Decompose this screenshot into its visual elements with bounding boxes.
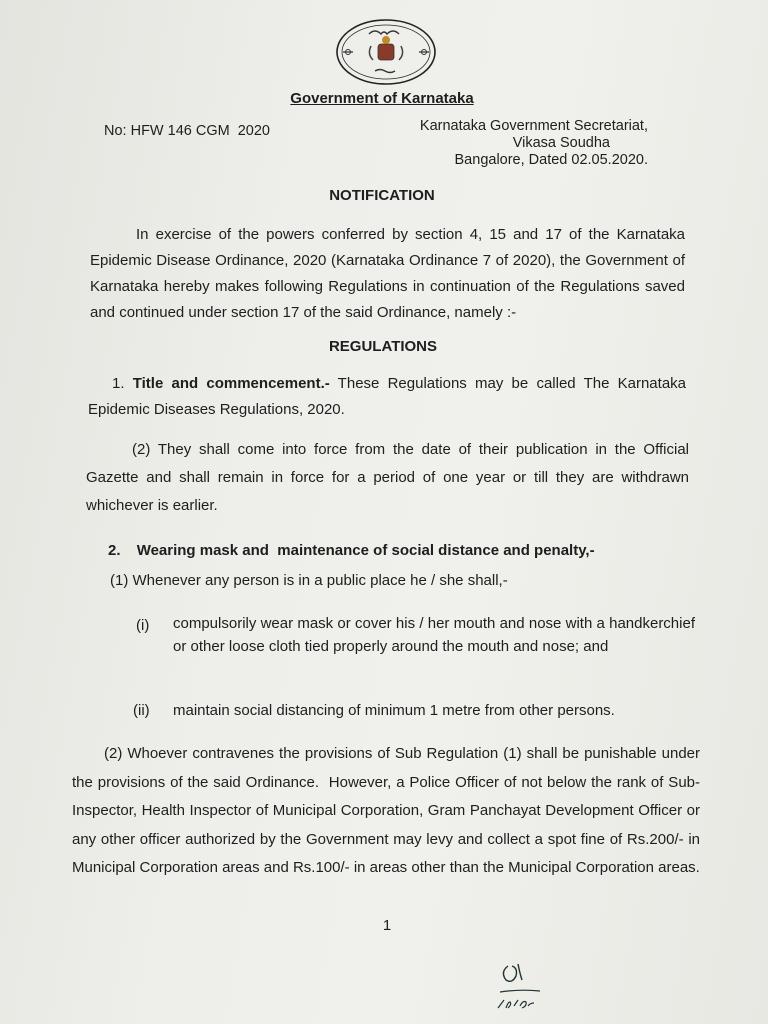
- preamble-text: In exercise of the powers conferred by section 4, 15 and 17 of the Karnataka Epidemic Disease Ordinance, 2020 (Karnataka Ordinance 7 of 2020), the Government of Karnataka hereby makes following Regulations in continuation of the Regulations saved and continued under section 17 of the said Ordinance, namely :-: [90, 226, 685, 321]
- item-i-text: compulsorily wear mask or cover his / her mouth and nose with a handkerchief or other loose cloth tied properly around the mouth and nose; and: [173, 615, 695, 655]
- item-ii-text: maintain social distancing of minimum 1 metre from other persons.: [173, 702, 615, 719]
- section-1-number: 1.: [112, 375, 125, 392]
- address-line-3: Bangalore, Dated 02.05.2020.: [454, 152, 648, 168]
- notification-title: NOTIFICATION: [329, 187, 435, 204]
- section-1-sub-2-text: (2) They shall come into force from the date of their publication in the Official Gazette and shall remain in force for a period of one year or till they are withdrawn whichever is earlier.: [86, 441, 689, 514]
- reference-number: No: HFW 146 CGM 2020: [104, 123, 270, 139]
- item-i-number: (i): [136, 617, 150, 634]
- handwritten-signature: [490, 958, 550, 1018]
- item-i: [173, 612, 695, 658]
- section-2-sub-2: [72, 740, 705, 883]
- section-2-sub-1: [110, 568, 690, 594]
- item-ii-number: (ii): [133, 702, 150, 719]
- section-1-sub-2: [86, 436, 689, 520]
- address-line-2: Vikasa Soudha: [512, 135, 610, 151]
- section-2-sub-1-text: (1) Whenever any person is in a public place he / she shall,-: [110, 572, 508, 589]
- section-2-heading-row: [108, 538, 708, 564]
- preamble-paragraph: [90, 222, 685, 326]
- emblem-karnataka-icon: [335, 18, 437, 86]
- regulations-title: REGULATIONS: [328, 338, 438, 355]
- section-1-heading: Title and commencement.-: [132, 375, 330, 392]
- address-line-1: Karnataka Government Secretariat,: [419, 118, 648, 134]
- address-block: [420, 118, 648, 169]
- section-2-number: 2.: [108, 542, 121, 559]
- section-2-heading: Wearing mask and maintenance of social distance and penalty,-: [136, 542, 595, 559]
- section-2-sub-2-text: (2) Whoever contravenes the provisions of Sub Regulation (1) shall be punishable under the provisions of the said Ordinance. However, a Police Officer of not below the rank of Sub-Inspector, Health Inspector of Municipal Corporation, Gram Panchayat Development Officer or any other officer authorized by the Government may levy and collect a spot fine of Rs.200/- in Municipal Corporation areas and Rs.100/- in areas other than the Municipal Corporation areas.: [72, 745, 705, 877]
- section-1: [88, 371, 691, 423]
- government-heading: Government of Karnataka: [290, 90, 474, 107]
- item-ii: [173, 698, 693, 724]
- page-number: 1: [382, 917, 392, 934]
- section-1-text: These Regulations may be called The Karnataka Epidemic Diseases Regulations, 2020.: [88, 375, 691, 418]
